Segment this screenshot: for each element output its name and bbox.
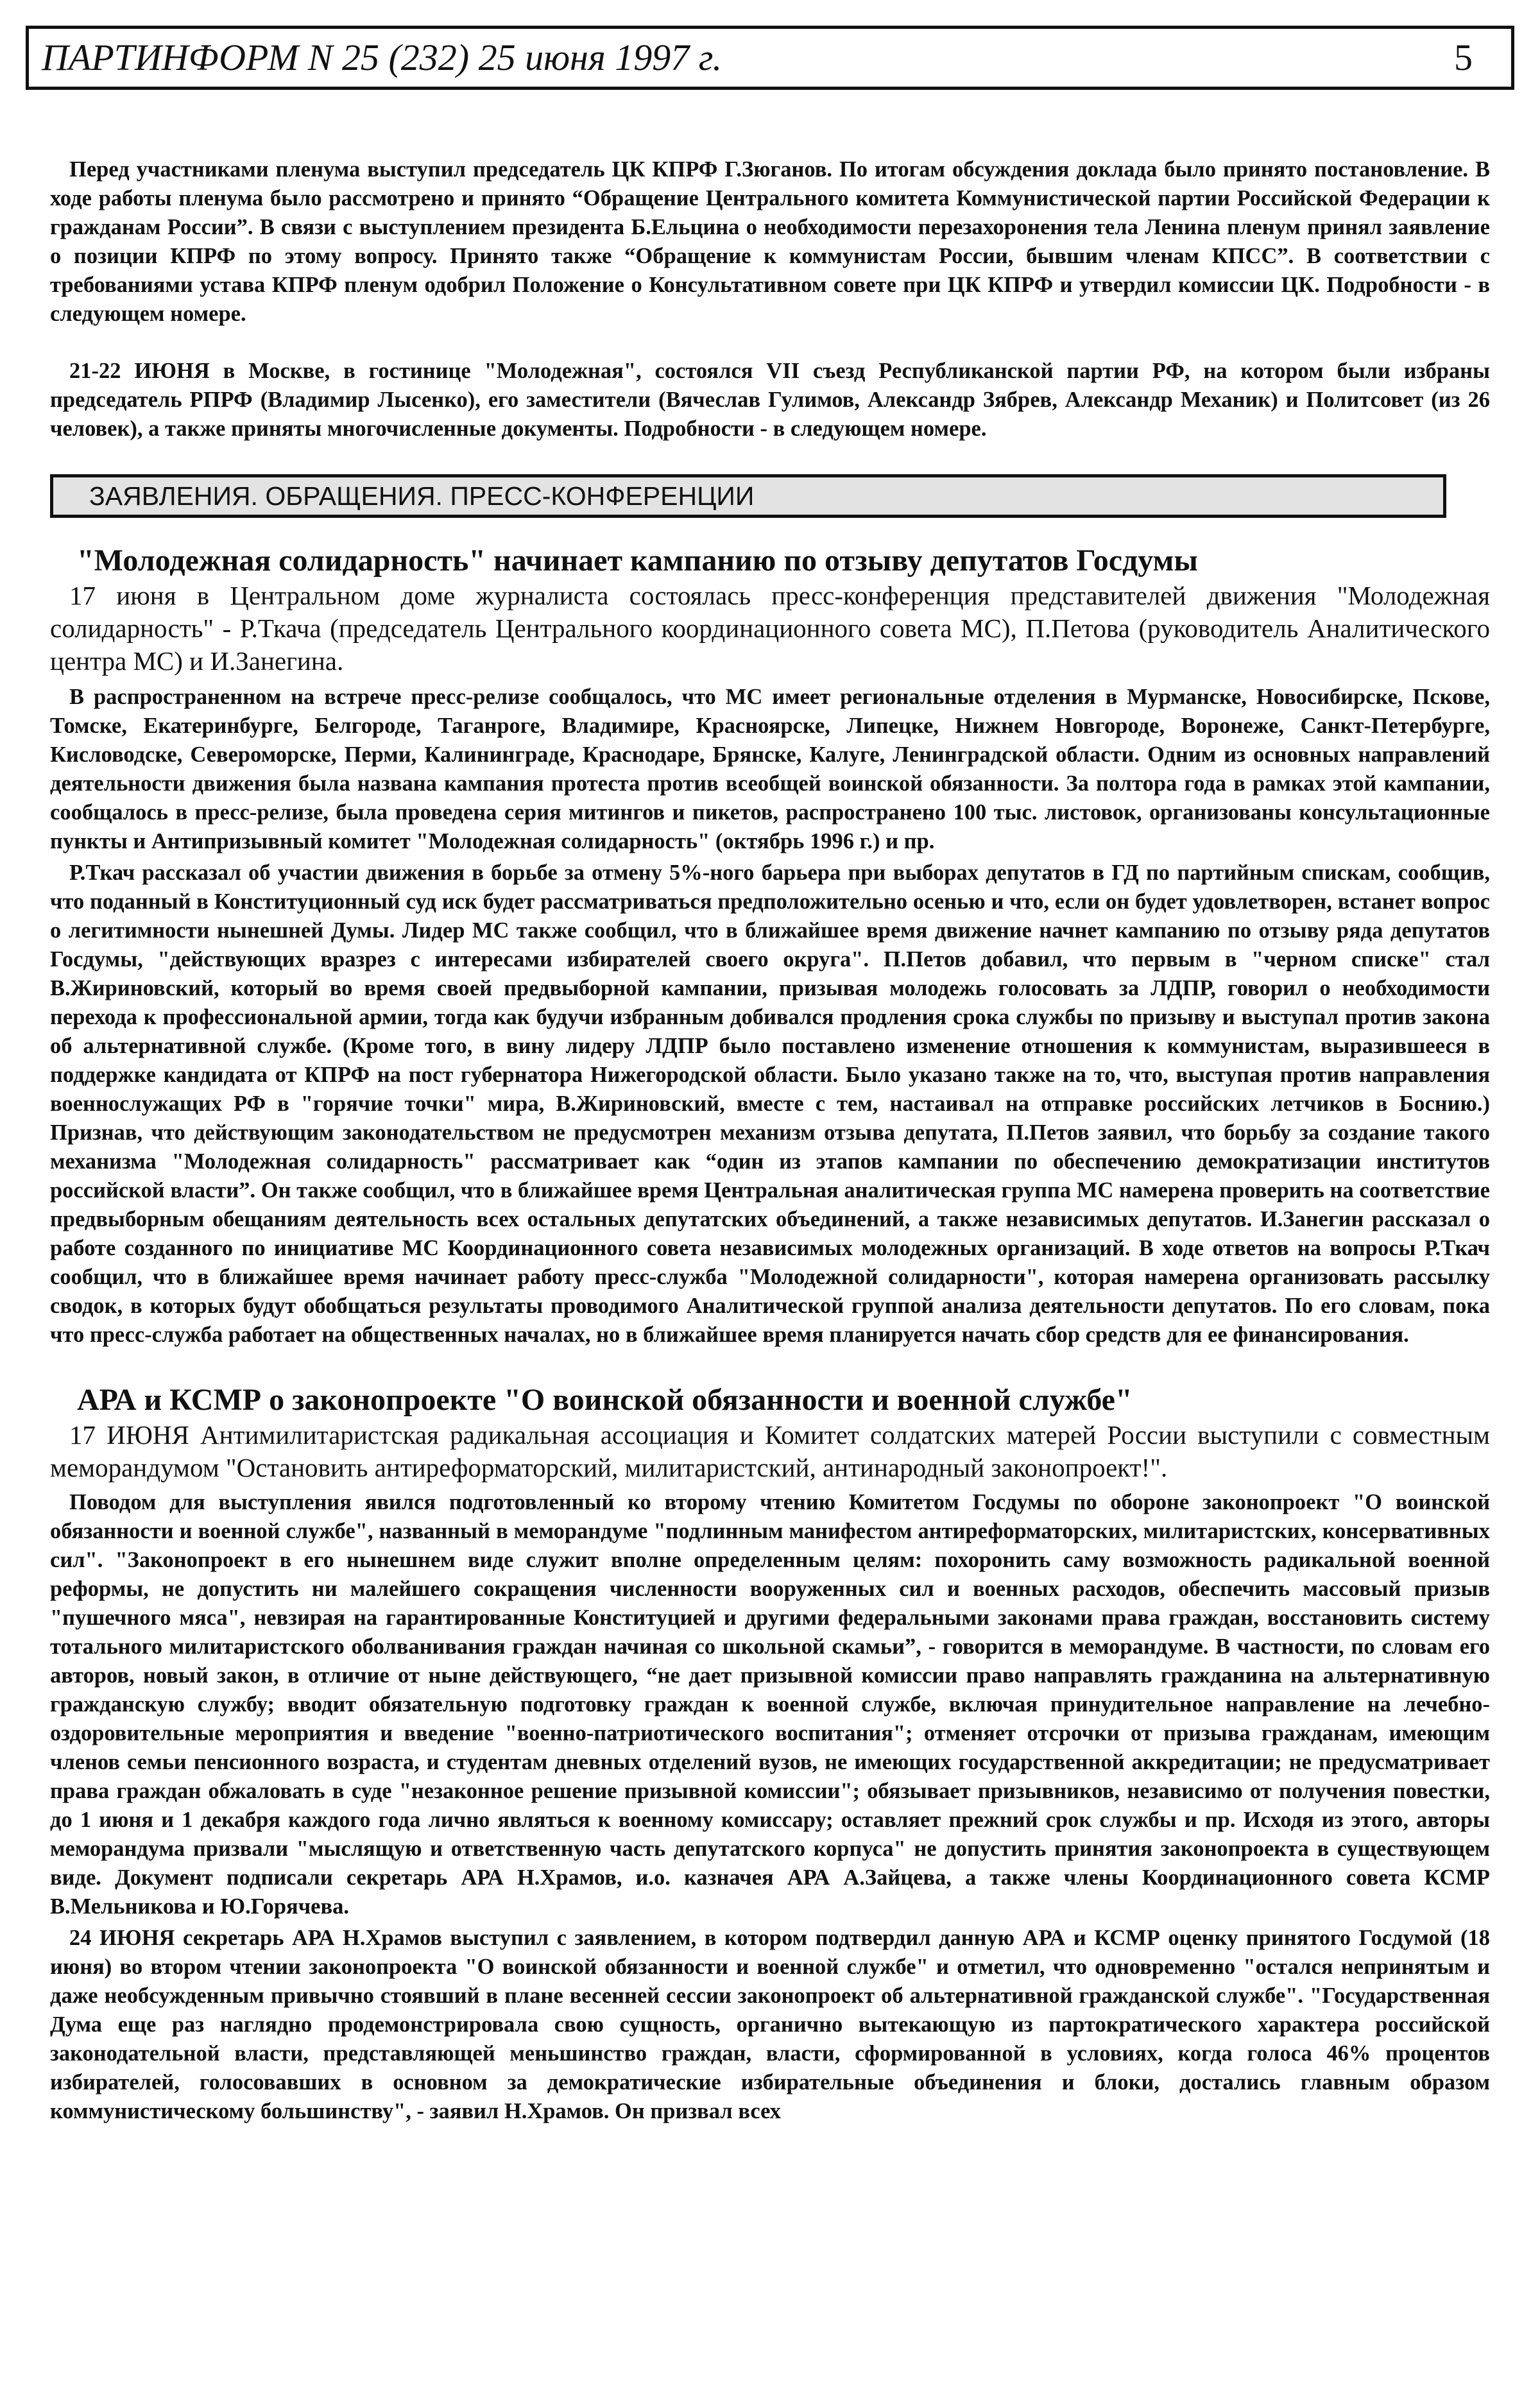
article-paragraph: 24 ИЮНЯ секретарь АРА Н.Храмов выступил с заявлением, в котором подтвердил данную АРА и КСМР оценку принятого Госдумой (18 июня) во втором чтении законопроекта "О воинской обязанности и военной службе" и отметил, что одновременно "остался непринятым и даже необсужденным привычно стоявший в плане весенней сессии законопроект об альтернативной гражданской службе". "Государственная Дума еще раз наглядно продемонстрировала свою сущность, органично вытекающую из партократического характера российской законодательной власти, представляющей меньшинство граждан, власти, сформированной в условиях, когда голоса 46% процентов избирателей, голосовавших в основном за демократические избирательные объединения и блоки, достались главным образом коммунистическому большинству", - заявил Н.Храмов. Он призвал всех: [50, 1926, 1490, 2123]
page-header: [26, 26, 1514, 90]
intro-paragraph-rprf: 21-22 ИЮНЯ в Москве, в гостинице "Молодежная", состоялся VII съезд Республиканской партии РФ, на котором были избраны председатель РПРФ (Владимир Лысенко), его заместители (Вячеслав Гулимов, Александр Зябрев, Александр Механик) и Политсовет (из 26 человек), а также приняты многочисленные документы. Подробности - в следующем номере.: [50, 359, 1490, 441]
article-paragraph: Р.Ткач рассказал об участии движения в борьбе за отмену 5%-ного барьера при выборах депутатов в ГД по партийным спискам, сообщив, что поданный в Конституционный суд иск будет рассматриваться предположительно осенью и что, если он будет удовлетворен, встанет вопрос о легитимности нынешней Думы. Лидер МС также сообщил, что в ближайшее время движение начнет кампанию по отзыву ряда депутатов Госдумы, "действующих вразрез с интересами избирателей своего округа". П.Петов добавил, что первым в "черном списке" стал В.Жириновский, который во время своей предвыборной кампании, призывая молодежь голосовать за ЛДПР, говорил о необходимости перехода к профессиональной армии, тогда как будучи избранным добивался продления срока службы по призыву и выступал против закона об альтернативной службе. (Кроме того, в вину лидеру ЛДПР было поставлено изменение отношения к коммунистам, выразившееся в поддержке кандидата от КПРФ на пост губернатора Нижегородской области. Было указано также на то, что, выступая против направления военнослужащих РФ в "горячие точки" мира, В.Жириновский, вместе с тем, настаивал на отправке российских летчиков в Боснию.) Признав, что действующим законодательством не предусмотрен механизм отзыва депутата, П.Петов заявил, что борьбу за создание такого механизма "Молодежная солидарность" рассматривает как “один из этапов кампании по обеспечению демократизации институтов российской власти”. Он также сообщил, что в ближайшее время Центральная аналитическая группа МС намерена проверить на соответствие предвыборным обещаниям деятельность всех остальных депутатских объединений, а также независимых депутатов. И.Занегин рассказал о работе созданного по инициативе МС Координационного совета независимых молодежных организаций. В ходе ответов на вопросы Р.Ткач сообщил, что в ближайшее время начинает работу пресс-служба "Молодежной солидарности", которая намерена организовать рассылку сводок, в которых будут обобщаться результаты проводимого Аналитической группой анализа деятельности депутатов. По его словам, пока что пресс-служба работает на общественных началах, но в ближайшее время планируется начать сбор средств для ее финансирования.: [50, 861, 1490, 1347]
publication-title: ПАРТИНФОРМ N 25 (232) 25 июня 1997 г.: [42, 37, 723, 78]
page: [26, 26, 1514, 2126]
article-lead: 17 ИЮНЯ Антимилитаристская радикальная ассоциация и Комитет солдатских матерей России выступили с совместным меморандумом "Остановить антиреформаторский, милитаристский, антинародный законопроект!".: [50, 1420, 1490, 1482]
article-ara-ksmr: [50, 1382, 1490, 2126]
article-headline: АРА и КСМР о законопроекте "О воинской обязанности и военной службе": [77, 1383, 1133, 1417]
section-header: [50, 474, 1446, 518]
article-youth-solidarity: [50, 542, 1490, 1350]
section-title: ЗАЯВЛЕНИЯ. ОБРАЩЕНИЯ. ПРЕСС-КОНФЕРЕНЦИИ: [89, 481, 755, 511]
article-headline: "Молодежная солидарность" начинает кампанию по отзыву депутатов Госдумы: [77, 544, 1198, 578]
article-lead: 17 июня в Центральном доме журналиста состоялась пресс-конференция представителей движения "Молодежная солидарность" - Р.Ткача (председатель Центрального координационного совета МС), П.Петова (руководитель Аналитического центра МС) и И.Занегина.: [50, 581, 1490, 676]
intro-block: [50, 155, 1490, 443]
intro-paragraph-plenum: Перед участниками пленума выступил председатель ЦК КПРФ Г.Зюганов. По итогам обсуждения доклада было принято постановление. В ходе работы пленума было рассмотрено и принято “Обращение Центрального комитета Коммунистической партии Российской Федерации к гражданам России”. В связи с выступлением президента Б.Ельцина о необходимости перезахоронения тела Ленина пленум принял заявление о позиции КПРФ по этому вопросу. Принято также “Обращение к коммунистам России, бывшим членам КПСС”. В соответствии с требованиями устава КПРФ пленум одобрил Положение о Консультативном совете при ЦК КПРФ и утвердил комиссии ЦК. Подробности - в следующем номере.: [50, 157, 1490, 326]
page-number: 5: [1454, 37, 1473, 78]
article-paragraph: Поводом для выступления явился подготовленный ко второму чтению Комитетом Госдумы по обороне законопроект "О воинской обязанности и военной службе", названный в меморандуме "подлинным манифестом антиреформаторских, милитаристских, консервативных сил". "Законопроект в его нынешнем виде служит вполне определенным целям: похоронить саму возможность радикальной военной реформы, не допустить ни малейшего сокращения численности вооруженных сил и военных расходов, обеспечить массовый призыв "пушечного мяса", невзирая на гарантированные Конституцией и другими федеральными законами права граждан, восстановить систему тотального милитаристского оболванивания граждан начиная со школьной скамьи”, - говорится в меморандуме. В частности, по словам его авторов, новый закон, в отличие от ныне действующего, “не дает призывной комиссии право направлять гражданина на альтернативную гражданскую службу; вводит обязательную подготовку граждан к военной службе, включая принудительное направление на лечебно-оздоровительные мероприятия и введение "военно-патриотического воспитания"; отменяет отсрочки от призыва гражданам, имеющим членов семьи пенсионного возраста, и студентам дневных отделений вузов, не имеющих государственной аккредитации; не предусматривает права граждан обжаловать в суде "незаконное решение призывной комиссии"; обязывает призывников, независимо от получения повестки, до 1 июня и 1 декабря каждого года лично являться к военному комиссару; оставляет прежний срок службы и пр. Исходя из этого, авторы меморандума призвали "мыслящую и ответственную часть депутатского корпуса" не допустить принятия законопроекта в существующем виде. Документ подписали секретарь АРА Н.Храмов, и.о. казначея АРА А.Зайцева, а также члены Координационного совета КСМР В.Мельникова и Ю.Горячева.: [50, 1490, 1490, 1919]
article-paragraph: В распространенном на встрече пресс-релизе сообщалось, что МС имеет региональные отделения в Мурманске, Новосибирске, Пскове, Томске, Екатеринбурге, Белгороде, Таганроге, Владимире, Красноярске, Липецке, Нижнем Новгороде, Воронеже, Санкт-Петербурге, Кисловодске, Североморске, Перми, Калининграде, Краснодаре, Брянске, Калуге, Ленинградской области. Одним из основных направлений деятельности движения была названа кампания протеста против всеобщей воинской обязанности. За полтора года в рамках этой кампании, сообщалось в пресс-релизе, была проведена серия митингов и пикетов, распространено 100 тыс. листовок, организованы консультационные пункты и Антипризывный комитет "Молодежная солидарность" (октябрь 1996 г.) и пр.: [50, 685, 1490, 853]
